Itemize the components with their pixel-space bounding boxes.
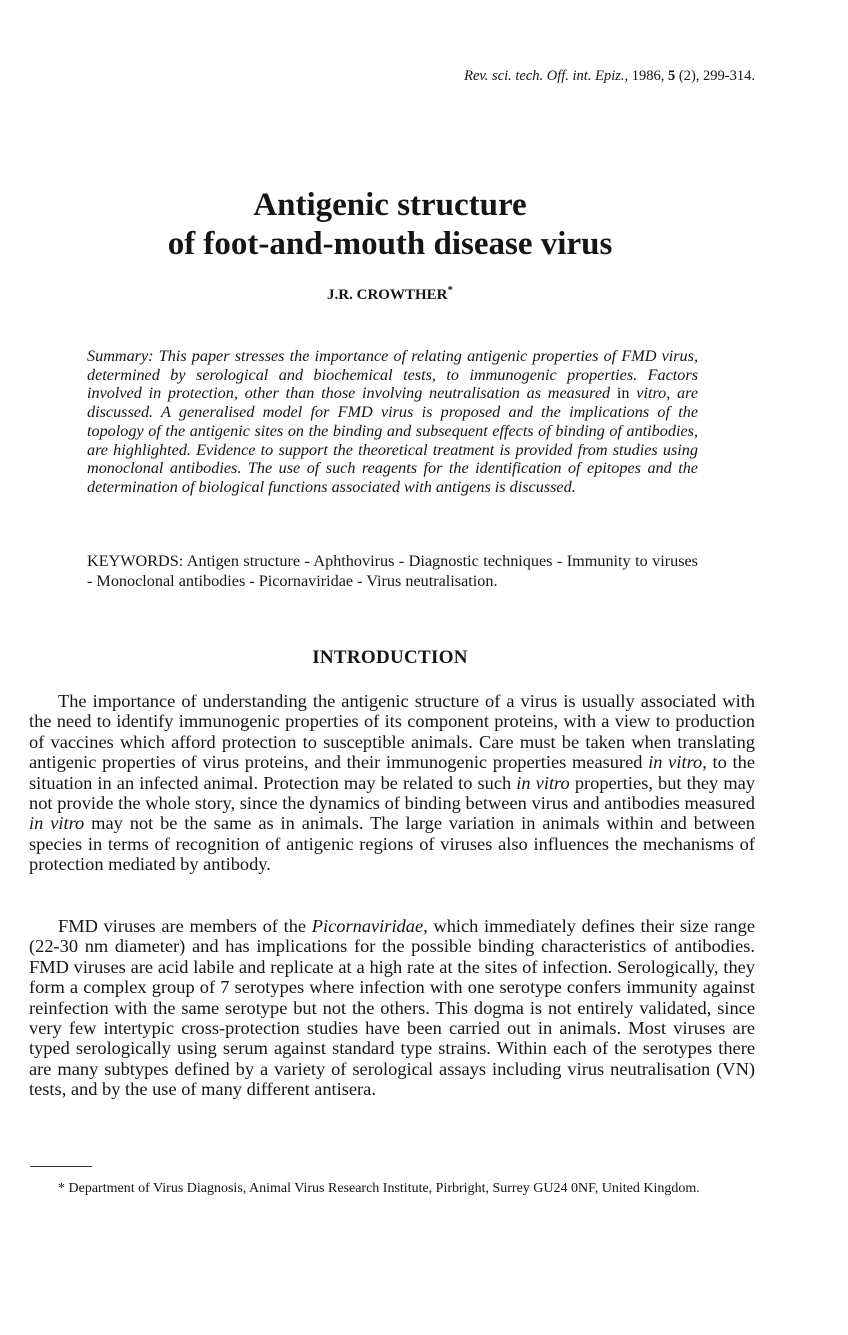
journal-citation (300, 68, 755, 85)
author-name: J.R. CROWTHER (327, 287, 448, 303)
citation-year: 1986, (631, 68, 665, 84)
footnote: * Department of Virus Diagnosis, Animal Virus Research Institute, Pirbright, Surrey GU24 0NF, United Kingdom. (58, 1181, 700, 1196)
section-heading-introduction: INTRODUCTION (312, 647, 468, 668)
summary-label: Summary: (87, 347, 154, 365)
p1-italic-2: in vitro (516, 772, 570, 793)
introduction-paragraph-1 (29, 691, 755, 875)
p2-text-b: which immediately defines their size range (22-30 nm diameter) and has implications for the possible binding characteristics of antibodies. FMD viruses are acid labile and replicate at a high rate at the sites of infection. Serologically, they form a complex group of 7 serotypes where infection with one serotype confers immunity against reinfection with the same serotype but not the others. This dogma is not entirely validated, since very few intertypic cross-protection studies have been carried out in animals. Most viruses are typed serologically using serum against standard type strains. Within each of the serotypes there are many subtypes defined by a variety of serological assays including virus neutralisation (VN) tests, and by the use of many different antisera. (29, 916, 755, 1100)
p1-italic-1: in vitro (648, 752, 703, 773)
p1-text-d: may not be the same as in animals. The large variation in animals within and between species in terms of recognition of antigenic regions of viruses also influences the mechanisms of protection mediated by antibody. (29, 813, 755, 875)
paper-title (60, 186, 720, 264)
title-line-1: Antigenic structure (253, 187, 527, 223)
p2-italic-1: Picornaviridae, (311, 916, 428, 936)
p1-text-c: properties, but they may not provide the whole story, since the dynamics of binding between virus and antibodies measured (29, 772, 755, 814)
p1-text-b: , to the situation in an infected animal. Protection may be related to such (29, 752, 755, 793)
summary-text-part2: vitro, are discussed. A generalised model for FMD virus is proposed and the implications of the topology of the antigenic sites on the binding and subsequent effects of binding of antibodies, are highlighted. Evidence to support the theoretical treatment is provided from studies using monoclonal antibodies. The use of such reagents for the identification of epitopes and the determination of biological functions associated with antigens is discussed. (87, 384, 699, 496)
summary-text-upright: in (616, 384, 630, 403)
p1-italic-3: in vitro (29, 813, 85, 834)
footnote-divider (30, 1166, 92, 1167)
title-line-2: of foot-and-mouth disease virus (167, 226, 613, 262)
citation-volume: 5 (668, 68, 676, 84)
p2-text-a: FMD viruses are members of the (58, 916, 307, 936)
author-footnote-mark: * (447, 284, 453, 296)
citation-journal: Rev. sci. tech. Off. int. Epiz., (464, 68, 629, 84)
keywords: KEYWORDS: Antigen structure - Aphthovirus - Diagnostic techniques - Immunity to viruses - Monoclonal antibodies - Picornaviridae - Virus neutralisation. (87, 552, 698, 590)
summary-text-part1: This paper stresses the importance of relating antigenic properties of FMD virus, determined by serological and biochemical tests, to immunogenic properties. Factors involved in protection, other than those involving neutralisation as measured (87, 347, 698, 403)
summary (87, 347, 698, 497)
citation-issue-pages: (2), 299-314. (678, 68, 755, 84)
author (200, 284, 580, 304)
introduction-paragraph-2 (29, 916, 755, 1100)
p1-text-a: The importance of understanding the antigenic structure of a virus is usually associated with the need to identify immunogenic properties of its component proteins, with a view to production of vaccines which afford protection to susceptible animals. Care must be taken when translating antigenic properties of virus proteins, and their immunogenic properties measured (29, 691, 755, 773)
